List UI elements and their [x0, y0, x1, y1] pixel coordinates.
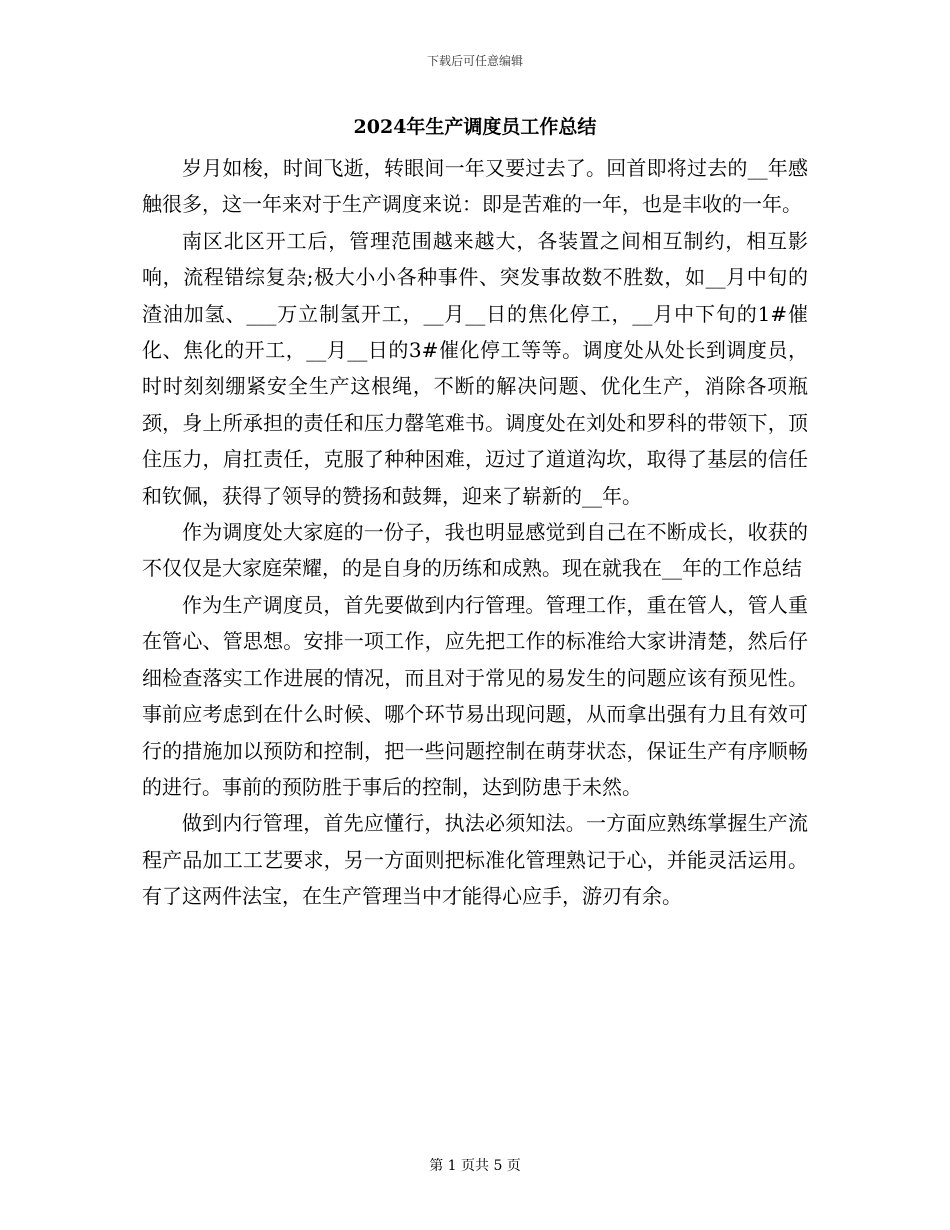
paragraph: 南区北区开工后，管理范围越来越大，各装置之间相互制约，相互影响，流程错综复杂;极大小小各种事件、突发事故数不胜数，如__月中旬的渣油加氢、___万立制氢开工，__月__日的焦化停工，__月中下旬的1#催化、焦化的开工，__月__日的3#催化停工等等。调度处从处长到调度员，时时刻刻绷紧安全生产这根绳，不断的解决问题、优化生产，消除各项瓶颈，身上所承担的责任和压力罄笔难书。调度处在刘处和罗科的带领下，顶住压力，肩扛责任，克服了种种困难，迈过了道道沟坎，取得了基层的信任和钦佩，获得了领导的赞扬和鼓舞，迎来了崭新的__年。	[142, 228, 808, 508]
page-number: 第 1 页共 5 页	[429, 1158, 521, 1174]
document-title: 2024年生产调度员工作总结	[353, 116, 597, 138]
page-header-note: 下载后可任意编辑	[426, 54, 523, 68]
document-body	[142, 150, 808, 915]
paragraph: 岁月如梭，时间飞逝，转眼间一年又要过去了。回首即将过去的__年感触很多，这一年来对于生产调度来说：即是苦难的一年，也是丰收的一年。	[142, 156, 808, 217]
paragraph: 做到内行管理，首先应懂行，执法必须知法。一方面应熟练掌握生产流程产品加工工艺要求，另一方面则把标准化管理熟记于心，并能灵活运用。有了这两件法宝，在生产管理当中才能得心应手，游刃有余。	[142, 811, 808, 909]
paragraph: 作为生产调度员，首先要做到内行管理。管理工作，重在管人，管人重在管心、管思想。安排一项工作，应先把工作的标准给大家讲清楚，然后仔细检查落实工作进展的情况，而且对于常见的易发生的问题应该有预见性。事前应考虑到在什么时候、哪个环节易出现问题，从而拿出强有力且有效可行的措施加以预防和控制，把一些问题控制在萌芽状态，保证生产有序顺畅的进行。事前的预防胜于事后的控制，达到防患于未然。	[142, 592, 808, 799]
paragraph: 作为调度处大家庭的一份子，我也明显感觉到自己在不断成长，收获的不仅仅是大家庭荣耀，的是自身的历练和成熟。现在就我在__年的工作总结	[142, 520, 808, 581]
